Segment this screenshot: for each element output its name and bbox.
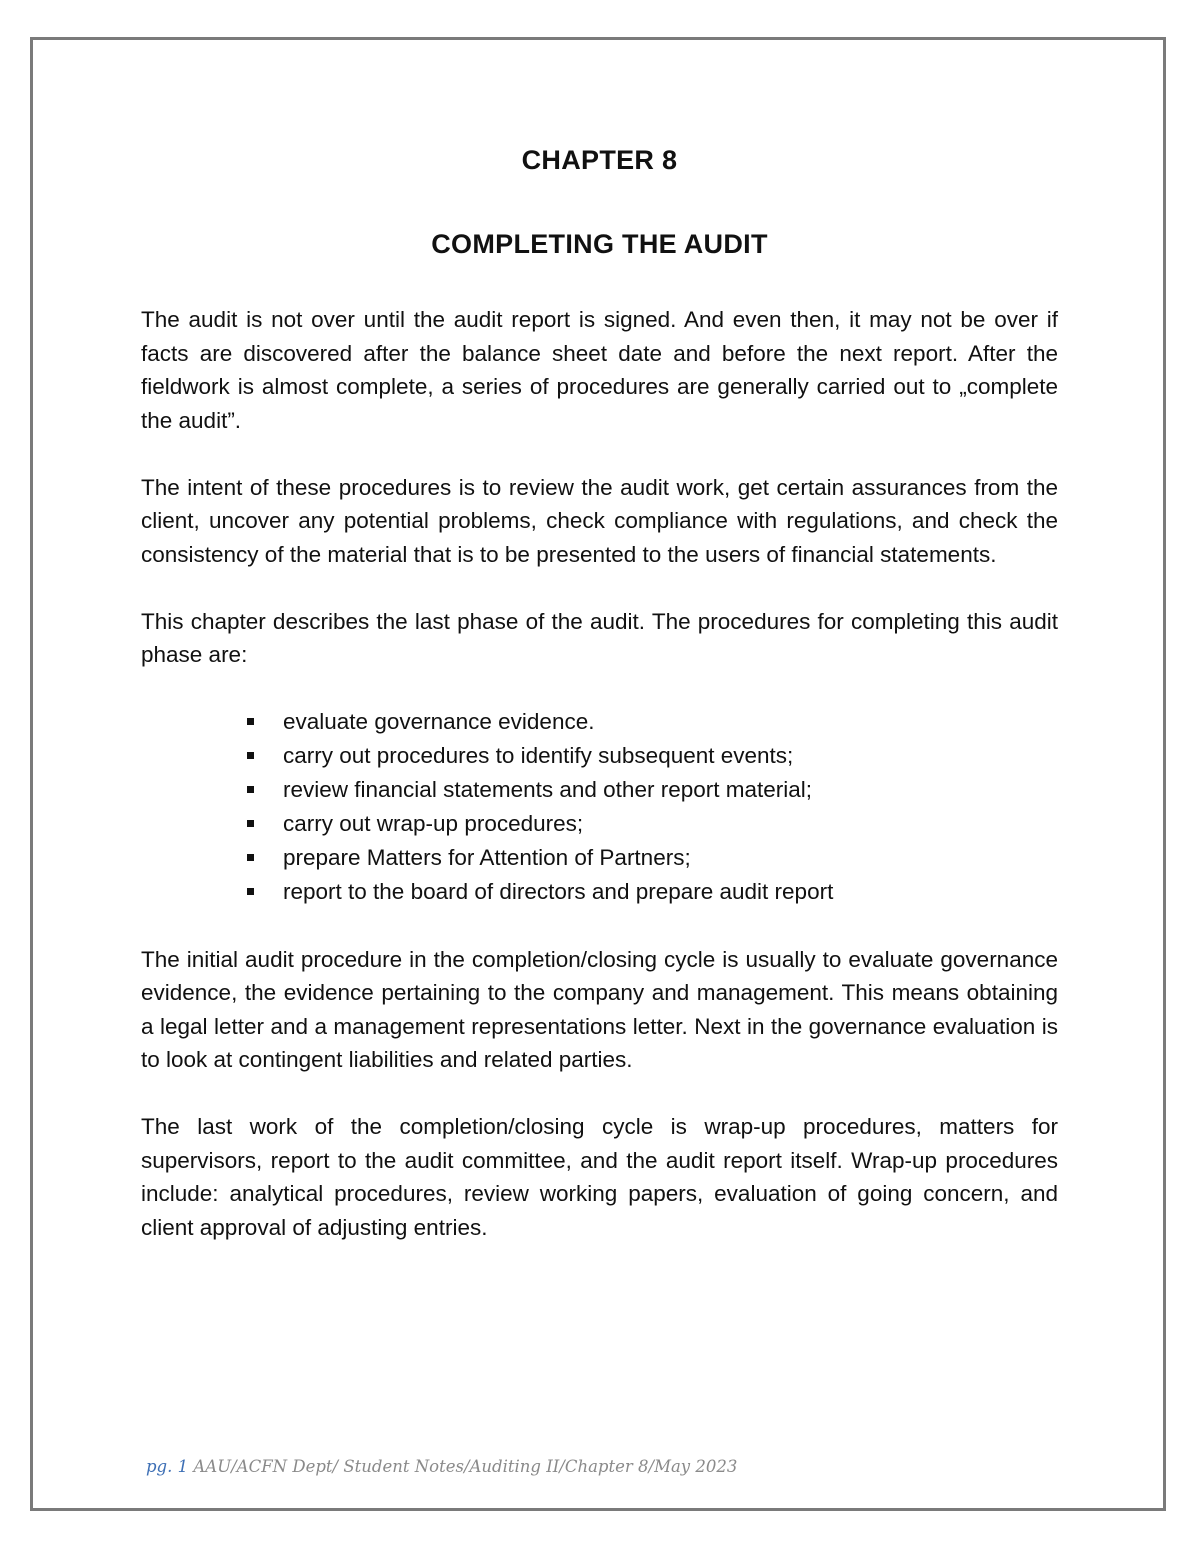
list-item: [241, 739, 1058, 773]
chapter-title: COMPLETING THE AUDIT: [431, 229, 768, 259]
footer-text: AAU/ACFN Dept/ Student Notes/Auditing II/Chapter 8/May 2023: [193, 1457, 738, 1476]
paragraph-intro-3: This chapter describes the last phase of the audit. The procedures for completing this audit phase are:: [141, 608, 1058, 667]
list-item: [241, 705, 1058, 739]
square-bullet-icon: [247, 820, 254, 827]
paragraph-closing-1: The initial audit procedure in the completion/closing cycle is usually to evaluate governance evidence, the evidence pertaining to the company and management. This means obtaining a legal letter and a management representations letter. Next in the governance evaluation is to look at contingent liabilities and related parties.: [141, 946, 1058, 1072]
footer-page-number: pg. 1: [146, 1457, 189, 1476]
square-bullet-icon: [247, 718, 254, 725]
list-item-text: carry out wrap-up procedures;: [283, 811, 584, 836]
list-item-text: evaluate governance evidence.: [283, 709, 595, 734]
square-bullet-icon: [247, 786, 254, 793]
paragraph-intro-1: The audit is not over until the audit report is signed. And even then, it may not be over if facts are discovered after the balance sheet date and before the next report. After the fieldwork is almost complete, a series of procedures are generally carried out to „complete the audit”.: [141, 307, 1058, 433]
paragraph-closing-2: The last work of the completion/closing cycle is wrap-up procedures, matters for supervisors, report to the audit committee, and the audit report itself. Wrap-up procedures include: analytical procedures, review working papers, evaluation of going concern, and client approval of adjusting entries.: [141, 1114, 1058, 1240]
square-bullet-icon: [247, 854, 254, 861]
procedures-list: [141, 705, 1058, 909]
list-item-text: carry out procedures to identify subsequent events;: [283, 743, 794, 768]
list-item: [241, 807, 1058, 841]
list-item: [241, 875, 1058, 909]
list-item-text: prepare Matters for Attention of Partners;: [283, 845, 691, 870]
list-item: [241, 841, 1058, 875]
paragraph-intro-2: The intent of these procedures is to review the audit work, get certain assurances from the client, uncover any potential problems, check compliance with regulations, and check the consistency of the material that is to be presented to the users of financial statements.: [141, 474, 1058, 567]
square-bullet-icon: [247, 752, 254, 759]
list-item: [241, 773, 1058, 807]
chapter-number: CHAPTER 8: [521, 145, 678, 175]
document-body: [141, 138, 1058, 1278]
page-footer: [146, 1457, 737, 1476]
list-item-text: report to the board of directors and prepare audit report: [283, 879, 834, 904]
list-item-text: review financial statements and other report material;: [283, 777, 813, 802]
square-bullet-icon: [247, 888, 254, 895]
